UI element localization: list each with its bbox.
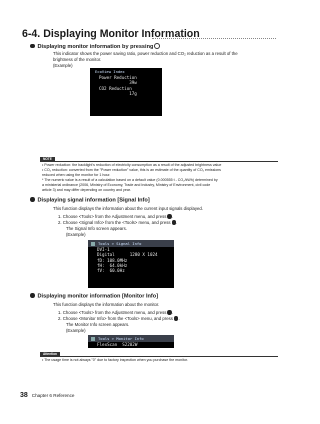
note-line: * The numeric value is a result of a calculation based on a default value (0.000555 t - CO₂/kWh) determined by [42, 178, 218, 182]
section-heading-signal-info: Displaying signal information [Signal Info] [30, 197, 150, 204]
osd-line: DVI-1 [97, 247, 110, 252]
section1-body-line-2: brightness of the monitor. [53, 57, 102, 62]
osd-line: fD: 108.0MHz [97, 257, 128, 263]
bullet-icon [30, 197, 35, 202]
section1-example-label: (Example) [53, 63, 73, 68]
page-footer [20, 384, 74, 402]
ecoview-index-screen [90, 68, 162, 116]
page-number: 38 [20, 392, 28, 399]
note-line: article 3) and may differ depending on country and year. [42, 188, 131, 192]
section2-example-label: (Example) [66, 232, 86, 237]
section3-step-2: 2. Choose <Monitor Info> from the <Tools> menu, and press . [58, 316, 180, 321]
chapter-label: Chapter 6 Reference [31, 393, 75, 398]
section2-step-1: 1. Choose <Tools> from the Adjustment menu, and press . [58, 214, 174, 219]
tools-icon [91, 337, 95, 341]
info-button-icon [154, 43, 160, 49]
section3-body: This function displays the information about the monitor. [53, 302, 160, 307]
section2-body: This function displays the information about the current input signals displayed. [53, 206, 203, 211]
osd-line: fH: 64.0kHz [97, 262, 128, 268]
ecoview-title: EcoView Index [90, 68, 162, 75]
section2-sub: The Signal Info screen appears. [66, 226, 127, 231]
section2-step-2: 2. Choose <Signal Info> from the <Tools> menu, and press . [58, 220, 178, 225]
section3-sub: The Monitor Info screen appears. [66, 322, 130, 327]
osd-line: 17g [99, 90, 137, 96]
tools-icon [91, 242, 95, 246]
osd-line: CO2 Reduction [99, 85, 132, 91]
attention-box [40, 356, 278, 357]
note-label: NOTE [40, 157, 55, 162]
note-box [40, 161, 278, 162]
signal-info-titlebar: Tools > Signal Info [88, 240, 174, 247]
monitor-info-titlebar: Tools > Monitor Info [88, 335, 174, 342]
note-line: • Power reduction: the backlight's reduction of electricity consumption as a result of the adjusted brightness value [42, 163, 222, 167]
signal-info-screen [88, 240, 174, 288]
enter-button-icon [167, 214, 172, 219]
section1-body-line-1: This indicator shows the power saving ratio, power reduction and CO₂ reduction as a result of the [53, 51, 238, 56]
section3-example-label: (Example) [66, 328, 86, 333]
note-line: • CO₂ reduction: converted from the "Power reduction" value, this is an estimate of the quantity of CO₂ emissions [42, 168, 221, 172]
osd-line: 39w [99, 80, 137, 86]
note-line: a ministerial ordinance (2006, Ministry of Economy, Trade and Industry, Ministry of Environment, civil code [42, 183, 211, 187]
section-heading-monitor-info-button: Displaying monitor information by pressing [30, 43, 160, 50]
page-title: 6-4. Displaying Monitor Information [22, 28, 200, 40]
section-heading-monitor-info: Displaying monitor information [Monitor Info] [30, 293, 158, 300]
monitor-info-screen [88, 335, 174, 348]
attention-label: Attention [40, 352, 60, 357]
bullet-icon [30, 44, 35, 49]
osd-line: FlexScan S2202W [97, 342, 138, 347]
osd-line: Digital 1280 X 1024 [97, 252, 158, 258]
osd-line: fV: 60.0Hz [97, 268, 125, 274]
enter-button-icon [167, 310, 172, 315]
enter-button-icon [172, 220, 177, 225]
title-rule [152, 38, 276, 39]
note-line: reduced when using the monitor for 1 hour. [42, 173, 111, 177]
bullet-icon [30, 293, 35, 298]
enter-button-icon [174, 316, 179, 321]
attention-line: • The usage time is not always "0" due to factory inspection when you purchase the monitor. [42, 358, 188, 362]
osd-line: Power Reduction [99, 75, 137, 80]
section3-step-1: 1. Choose <Tools> from the Adjustment menu, and press . [58, 310, 174, 315]
